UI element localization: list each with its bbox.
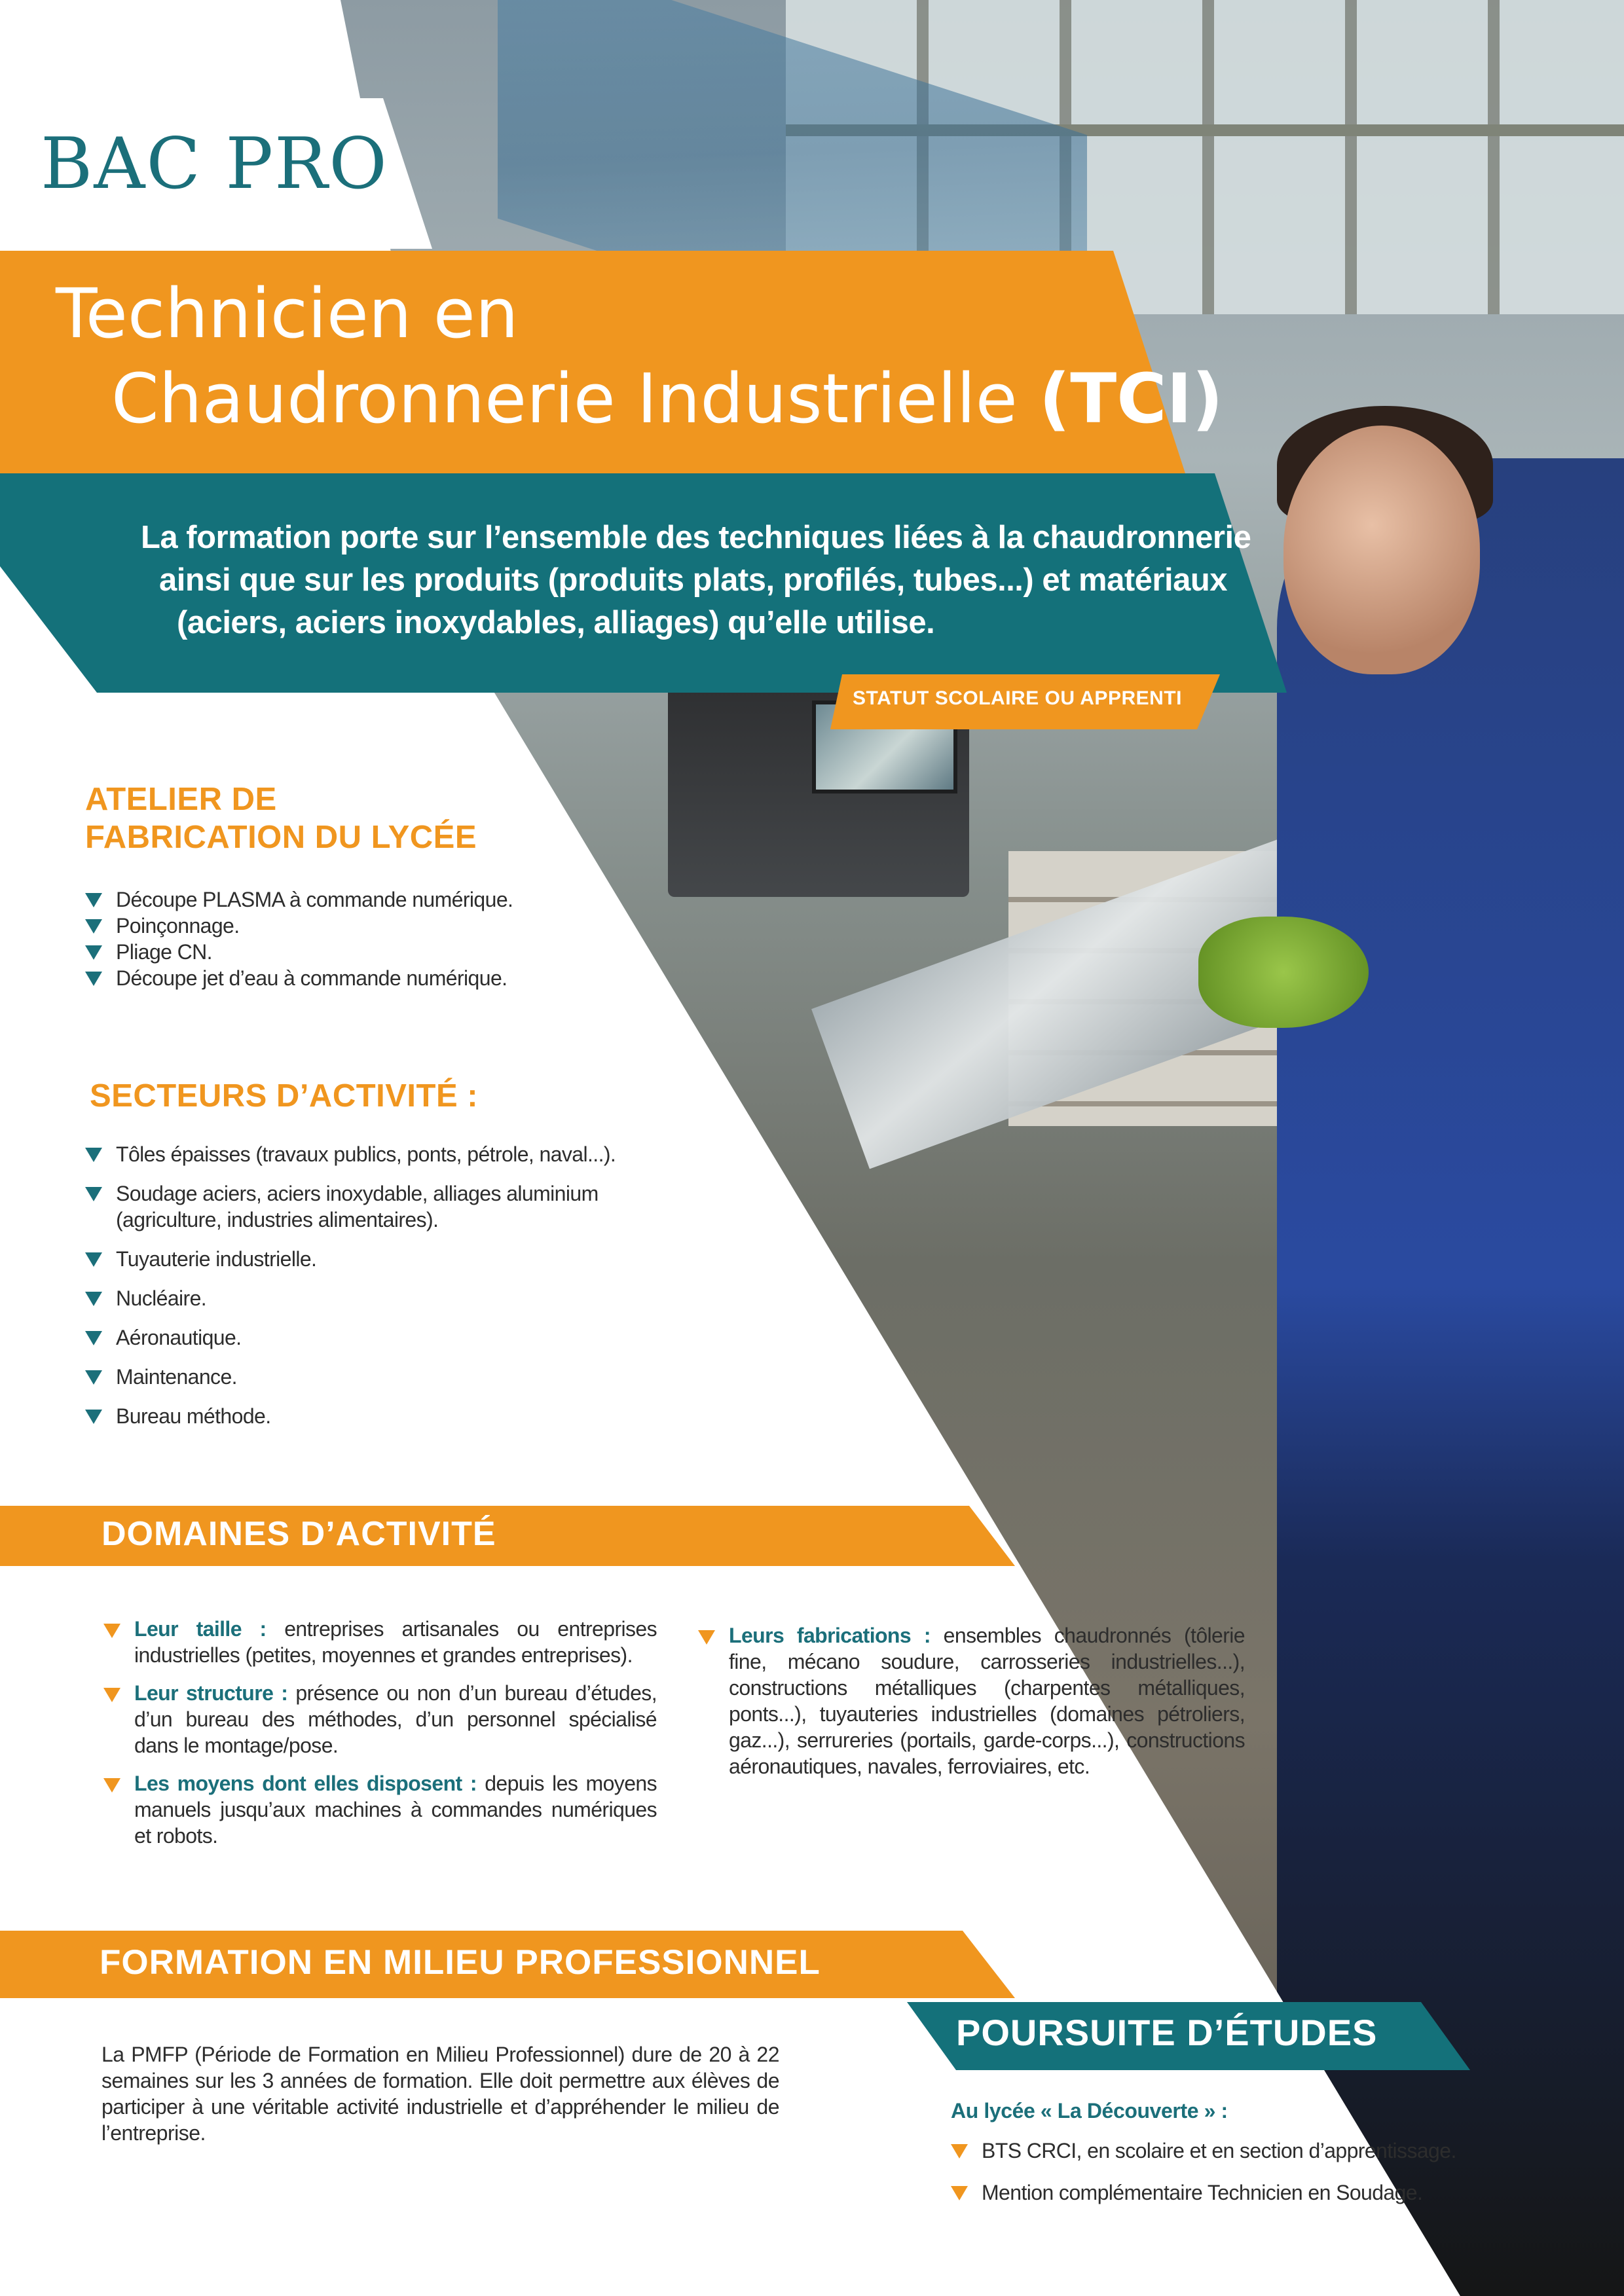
intro-line: ainsi que sur les produits (produits plats, profilés, tubes...) et matériaux	[159, 562, 1228, 598]
lycee-label: Au lycée « La Découverte » :	[951, 2099, 1228, 2123]
list-item	[103, 1680, 657, 1758]
triangle-bullet-icon	[85, 919, 102, 934]
domaines-left-column	[103, 1616, 657, 1861]
list-item-text: BTS CRCI, en scolaire et en section d’apprentissage.	[982, 2139, 1456, 2162]
list-item	[85, 1364, 707, 1390]
atelier-list	[85, 886, 609, 991]
secteurs-heading: SECTEURS D’ACTIVITÉ :	[90, 1078, 479, 1114]
list-item-text: Bureau méthode.	[116, 1404, 271, 1428]
triangle-bullet-icon	[951, 2144, 968, 2159]
atelier-heading-line1: ATELIER DE	[85, 782, 277, 817]
triangle-bullet-icon	[85, 945, 102, 960]
triangle-bullet-icon	[85, 1410, 102, 1424]
list-item-text: depuis les moyens manuels jusqu’aux machines à commandes numériques et robots.	[134, 1772, 657, 1848]
bac-pro-label: BAC PRO	[41, 123, 388, 205]
list-item	[85, 965, 609, 991]
list-item-term: Leurs fabrications :	[729, 1624, 931, 1647]
list-item-text: Aéronautique.	[116, 1326, 242, 1349]
triangle-bullet-icon	[85, 1252, 102, 1267]
list-item-text: présence ou non d’un bureau d’études, d’un bureau des méthodes, d’un personnel spécialisé dans le montage/pose.	[134, 1681, 657, 1757]
list-item	[85, 1246, 707, 1272]
list-item	[951, 2179, 1540, 2206]
list-item-text: Nucléaire.	[116, 1286, 207, 1310]
list-item	[85, 1403, 707, 1429]
list-item-text: Découpe PLASMA à commande numérique.	[116, 888, 513, 911]
triangle-bullet-icon	[951, 2186, 968, 2200]
title-main-text: Chaudronnerie Industrielle	[111, 359, 1018, 439]
title-abbreviation: (TCI)	[1039, 359, 1223, 439]
list-item	[103, 1770, 657, 1849]
photo-worker-head	[1283, 426, 1480, 674]
poursuite-list	[951, 2138, 1540, 2206]
list-item	[85, 1324, 707, 1351]
secteurs-list	[85, 1141, 707, 1429]
triangle-bullet-icon	[103, 1688, 120, 1702]
triangle-bullet-icon	[85, 1187, 102, 1201]
list-item	[85, 1285, 707, 1311]
triangle-bullet-icon	[85, 1331, 102, 1345]
triangle-bullet-icon	[698, 1630, 715, 1645]
atelier-heading	[85, 780, 477, 856]
list-item-text: Tuyauterie industrielle.	[116, 1247, 317, 1271]
intro-line: (aciers, aciers inoxydables, alliages) qu’elle utilise.	[177, 605, 935, 640]
triangle-bullet-icon	[103, 1778, 120, 1793]
list-item	[103, 1616, 657, 1668]
triangle-bullet-icon	[85, 972, 102, 986]
list-item	[85, 1180, 707, 1233]
statut-badge-text: STATUT SCOLAIRE OU APPRENTI	[853, 687, 1182, 709]
poursuite-heading: POURSUITE D’ÉTUDES	[956, 2012, 1378, 2053]
list-item-text: Maintenance.	[116, 1365, 237, 1389]
triangle-bullet-icon	[85, 1292, 102, 1306]
page-title-line1: Technicien en	[56, 274, 519, 354]
list-item-text: Tôles épaisses (travaux publics, ponts, pétrole, naval...).	[116, 1142, 616, 1166]
list-item-term: Leur structure :	[134, 1681, 288, 1705]
triangle-bullet-icon	[103, 1624, 120, 1638]
formation-paragraph: La PMFP (Période de Formation en Milieu Professionnel) dure de 20 à 22 semaines sur les 3 années de formation. Elle doit permettre aux élèves de participer à une véritable activité industrielle et d’appréhender le milieu de l’entreprise.	[101, 2043, 779, 2145]
list-item-text: Poinçonnage.	[116, 914, 240, 938]
list-item-text: Découpe jet d’eau à commande numérique.	[116, 966, 507, 990]
list-item	[698, 1622, 1245, 1779]
photo-worker-glove	[1198, 917, 1369, 1028]
list-item-term: Leur taille :	[134, 1617, 267, 1641]
formation-heading: FORMATION EN MILIEU PROFESSIONNEL	[100, 1943, 821, 1982]
triangle-bullet-icon	[85, 1148, 102, 1162]
list-item-text: entreprises artisanales ou entreprises industrielles (petites, moyennes et grandes entreprises).	[134, 1617, 657, 1667]
page-title-line2	[111, 359, 1223, 439]
list-item	[85, 913, 609, 939]
intro-line: La formation porte sur l’ensemble des techniques liées à la chaudronnerie	[141, 520, 1251, 555]
atelier-heading-line2: FABRICATION DU LYCÉE	[85, 820, 477, 855]
list-item-text: Soudage aciers, aciers inoxydable, alliages aluminium (agriculture, industries alimentaires).	[116, 1182, 599, 1231]
triangle-bullet-icon	[85, 1370, 102, 1385]
triangle-bullet-icon	[85, 893, 102, 907]
list-item-term: Les moyens dont elles disposent :	[134, 1772, 477, 1795]
list-item	[85, 886, 609, 913]
domaines-right-column	[698, 1622, 1245, 1791]
list-item	[951, 2138, 1540, 2164]
list-item-text: Pliage CN.	[116, 940, 212, 964]
list-item-text: Mention complémentaire Technicien en Soudage.	[982, 2181, 1423, 2204]
list-item	[85, 939, 609, 965]
list-item-text: ensembles chaudronnés (tôlerie fine, mécano soudure, carrosseries industrielles...), constructions métalliques (charpentes métalliques, ponts...), tuyauteries industrielles (domaines pétroliers, gaz...), serrureries (portails, garde-corps...), constructions aéronautiques, navales, ferroviaires, etc.	[729, 1624, 1245, 1778]
domaines-heading: DOMAINES D’ACTIVITÉ	[101, 1515, 496, 1553]
list-item	[85, 1141, 707, 1167]
